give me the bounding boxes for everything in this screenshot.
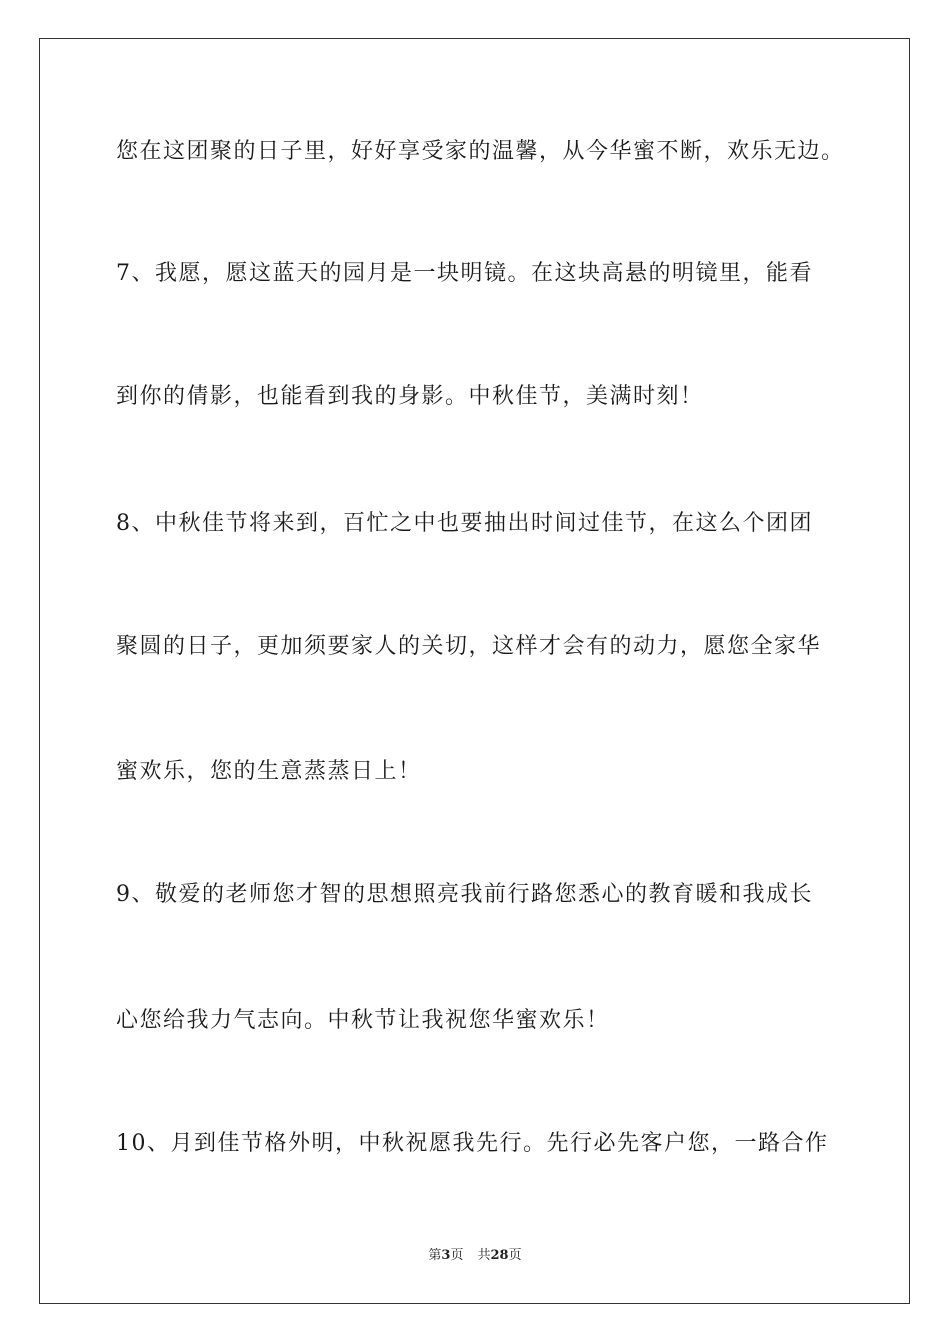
text-line: 心您给我力气志向。中秋节让我祝您华蜜欢乐！ (116, 1008, 610, 1033)
total-prefix: 共 (477, 1248, 491, 1263)
text-line: 您在这团聚的日子里，好好享受家的温馨，从今华蜜不断，欢乐无边。 (116, 139, 845, 164)
page-suffix: 页 (450, 1248, 464, 1263)
text-line: 7、我愿，愿这蓝天的园月是一块明镜。在这块高悬的明镜里，能看 (116, 261, 813, 286)
total-pages: 28 (490, 1248, 509, 1263)
text-line: 蜜欢乐，您的生意蒸蒸日上！ (116, 759, 422, 784)
text-line: 到你的倩影，也能看到我的身影。中秋佳节，美满时刻！ (116, 384, 704, 409)
page-number: 3 (441, 1248, 451, 1263)
text-line: 10、月到佳节格外明，中秋祝愿我先行。先行必先客户您，一路合作 (116, 1131, 829, 1156)
text-line: 聚圆的日子，更加须要家人的关切，这样才会有的动力，愿您全家华 (116, 634, 822, 659)
page-border (39, 38, 910, 1304)
text-line: 8、中秋佳节将来到，百忙之中也要抽出时间过佳节，在这么个团团 (116, 511, 813, 536)
page-prefix: 第 (428, 1248, 442, 1263)
total-suffix: 页 (508, 1248, 522, 1263)
page-footer (0, 1247, 950, 1265)
text-line: 9、敬爱的老师您才智的思想照亮我前行路您悉心的教育暖和我成长 (116, 882, 813, 907)
